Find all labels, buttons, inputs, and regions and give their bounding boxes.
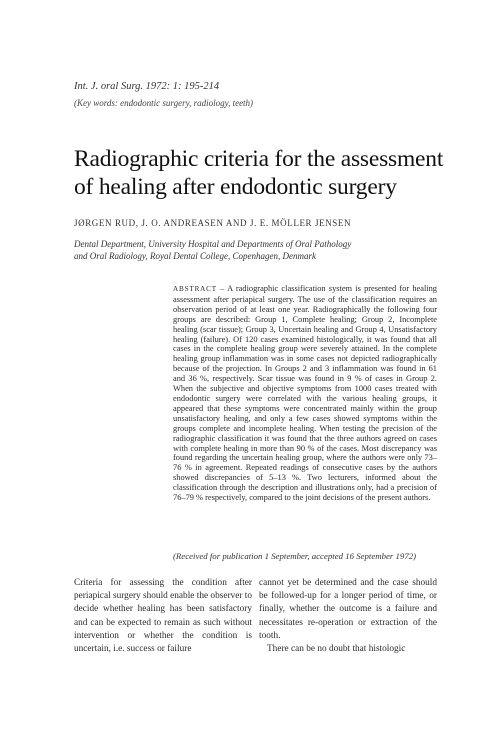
body-column-left — [74, 577, 252, 656]
title-line-2: of healing after endodontic surgery — [74, 174, 397, 200]
body-paragraph-1-continued: cannot yet be determined and the case should be followed-up for a longer period of time, or finally, whether the outcome is a failure and necessitates re-operation or extraction of the tooth. — [259, 578, 437, 641]
abstract-block — [173, 284, 437, 503]
body-paragraph-2-text: There can be no doubt that histologic — [267, 644, 406, 655]
body-paragraph-2 — [259, 643, 437, 656]
journal-citation: Int. J. oral Surg. 1972: 1: 195-214 — [74, 81, 220, 92]
affiliation-line-1: Dental Department, University Hospital and Departments of Oral Pathology — [74, 239, 352, 249]
abstract-label: ABSTRACT — [173, 285, 217, 293]
abstract-text: – A radiographic classification system is presented for healing assessment after periapical surgery. The use of the classification requires an observation period of at least one year. Radiographically the following four groups are described: Group 1, Complete healing; Group 2, Incomplete healing (scar tissue); Group 3, Uncertain healing and Group 4, Unsatisfactory healing (failure). Of 120 cases examined histologically, it was found that all cases in the complete healing group were severely attained. In the complete healing group inflammation was in some cases not depicted radiographically because of the projection. In Groups 2 and 3 inflammation was found in 61 and 36 %, respectively. Scar tissue was found in 9 % of cases in Group 2. When the subjective and objective symptoms from 1000 cases treated with endodontic surgery were correlated with the various healing groups, it appeared that these symptoms were concentrated mainly within the group unsatisfactory healing, and only a few cases showed symptoms within the groups complete and incomplete healing. When testing the precision of the radiographic classification it was found that the three authors agreed on cases with complete healing in more than 90 % of the cases. Most discrepancy was found regarding the uncertain healing group, where the authors were only 73–76 % in agreement. Repeated readings of consecutive cases by the authors showed discrepancies of 5–13 %. Two lecturers, informed about the classification through the description and illustrations only, had a precision of 76–79 % respectively, compared to the joint decisions of the present authors. — [173, 284, 437, 503]
affiliation — [74, 238, 424, 262]
body-paragraph-1: Criteria for assessing the condition after periapical surgery should enable the observer to decide whether healing has been satisfactory and can be expected to remain as such without intervention or whether the condition is uncertain, i.e. success or failure — [74, 578, 252, 655]
title-line-1: Radiographic criteria for the assessment — [74, 146, 444, 172]
received-note: (Received for publication 1 September, accepted 16 September 1972) — [173, 551, 417, 561]
keywords-line: (Key words: endodontic surgery, radiology, teeth) — [74, 98, 254, 108]
affiliation-line-2: and Oral Radiology, Royal Dental College, Copenhagen, Denmark — [74, 251, 316, 261]
article-title — [74, 145, 454, 201]
body-column-right — [259, 577, 437, 656]
author-list: JØRGEN RUD, J. O. ANDREASEN AND J. E. MÖLLER JENSEN — [74, 218, 352, 228]
